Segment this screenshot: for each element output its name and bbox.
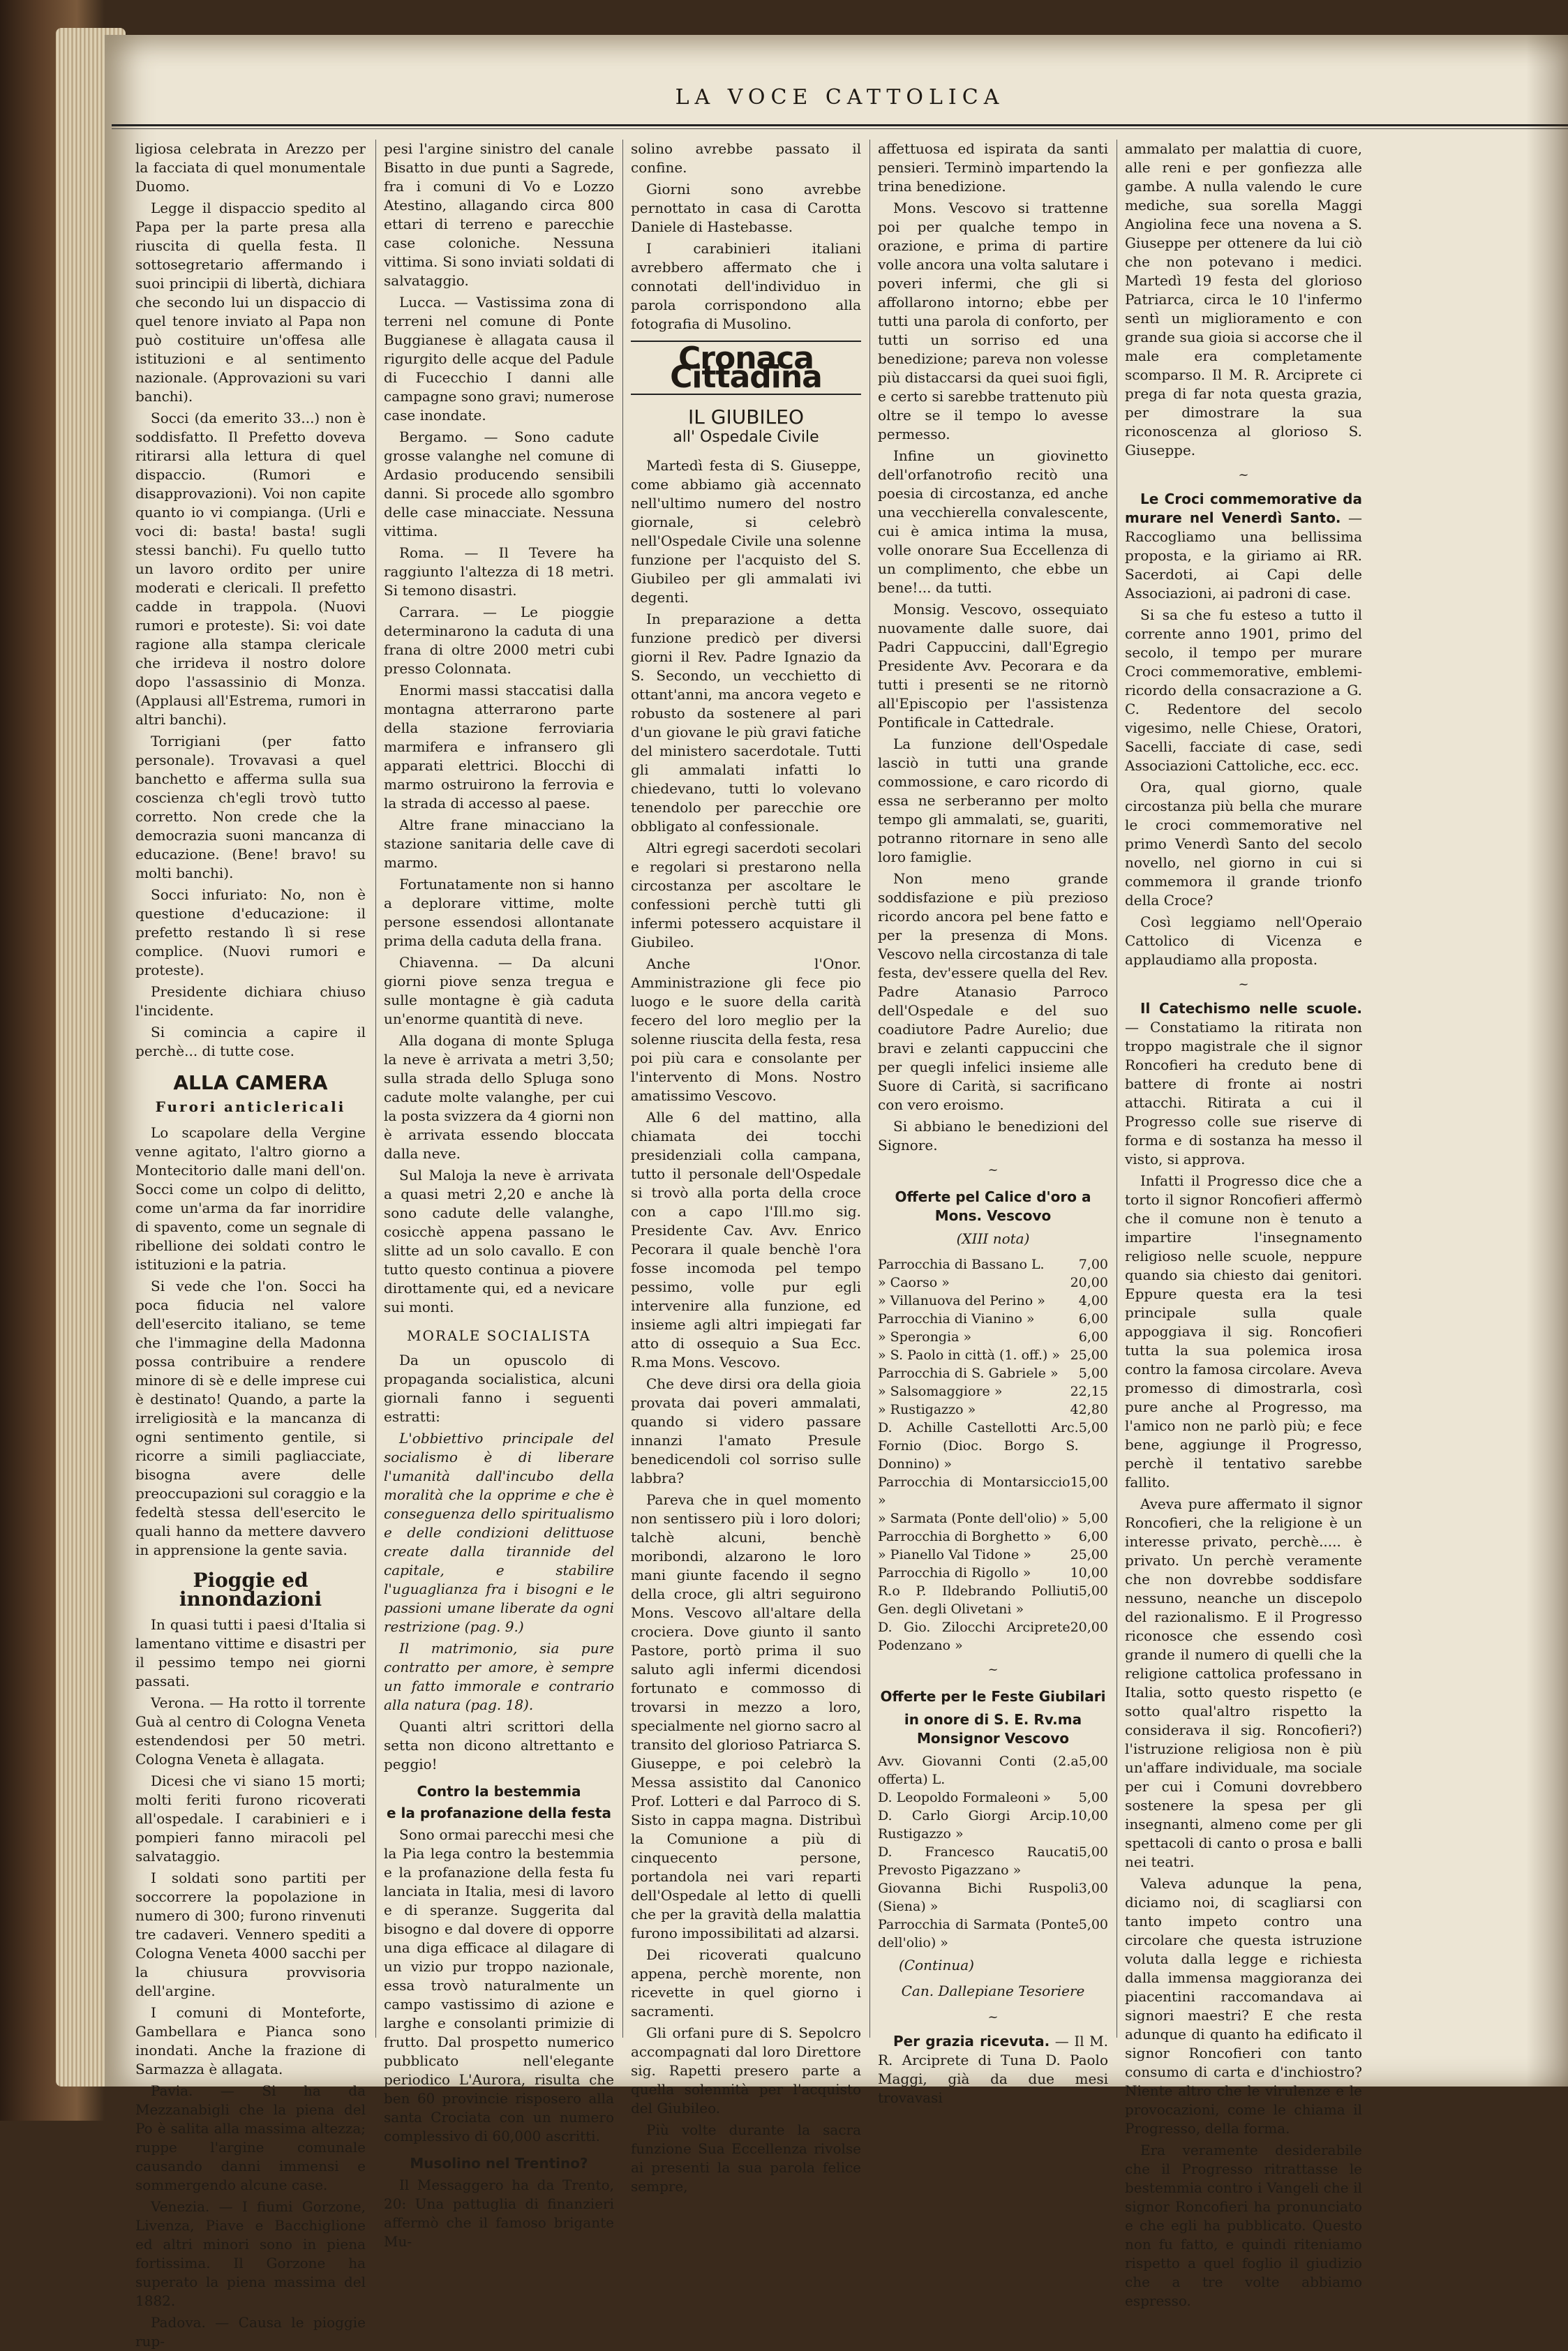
- column-2: [384, 140, 614, 2250]
- list-item: » Sarmata (Ponte dell'olio) » 5,00: [878, 1511, 1108, 1526]
- column-separator: [869, 140, 870, 2038]
- paragraph: Altre frane minacciano la stazione sanitaria delle cave di marmo.: [384, 816, 614, 871]
- grazia-text: — Il M. R. Arciprete di Tuna D. Paolo Maggi, già da due mesi trovavasi: [878, 2033, 1109, 2106]
- paragraph: [1125, 999, 1362, 1169]
- ornament: ~: [987, 1163, 999, 1177]
- heading-pioggie: Pioggie ed innondazioni: [179, 1569, 322, 1611]
- paragraph: Giorni sono avrebbe pernottato in casa di Carotta Daniele di Hastebasse.: [631, 181, 861, 235]
- masthead-rule-thin: [112, 128, 1568, 129]
- paragraph: L'obbiettivo principale del socialismo è di liberare l'umanità dall'incubo della moralità che la opprime e che è conseguenza dello spiritualismo e delle condizioni delittuose create dalla tirannide del capitale, e stabilire l'uguaglianza fra i bisogni e le passioni umane liberate da ogni restrizione (pag. 9.): [384, 1430, 614, 1635]
- paragraph: Fortunatamente non si hanno a deplorare vittime, molte persone essendosi allontanate prima della caduta della frana.: [384, 876, 614, 949]
- column-separator: [622, 140, 623, 2038]
- paragraph: Lucca. — Vastissima zona di terreni nel comune di Ponte Buggianese è allagata causa il rigurgito delle acque del Padule di Fucecchio I danni alle campagne sono gravi; numerose case inondate.: [384, 294, 614, 424]
- paragraph: pesi l'argine sinistro del canale Bisatto in due punti a Sagrede, fra i comuni di Vo e Lozzo Atestino, allagando circa 800 ettari di terreno e parecchie case coloniche. Nessuna vittima. Si sono inviati soldati di salvataggio.: [384, 140, 614, 289]
- paragraph: Più volte durante la sacra funzione Sua Eccellenza rivolse ai presenti la sua parola felice sempre,: [631, 2121, 861, 2195]
- continua-label: (Continua): [899, 1957, 974, 1973]
- paragraph: Lo scapolare della Vergine venne agitato, l'altro giorno a Montecitorio dalle mani dell'on. Socci come un colpo di delitto, come un'arma da far inorridire di spavento, come un segnale di ribellione dei soldati contro le istituzioni e la patria.: [135, 1124, 366, 1273]
- nota-label: (XIII nota): [956, 1230, 1030, 1247]
- masthead: LA VOCE CATTOLICA: [675, 85, 1005, 110]
- paragraph: Mons. Vescovo si trattenne poi per qualche tempo in orazione, e prima di partire volle ancora una volta salutare i poveri infermi, che gli si affollarono intorno; ebbe per tutti una parola di conforto, per tutti un sorriso ed una benedizione; pareva non volesse più distaccarsi da quei suoi figli, e certo si sarebbe trattenuto più oltre se il tempo lo avesse permesso.: [878, 200, 1108, 442]
- paragraph: Pavia. — Si ha da Mezzanabigli che la piena del Po è salita alla massima altezza; ruppe l'argine comunale causando danni immensi e sommergendo alcune case.: [135, 2082, 366, 2193]
- paragraph: Ora, qual giorno, quale circostanza più bella che murare le croci commemorative nel primo Venerdì Santo del secolo novello, nel giorno in cui si commemora il grande trionfo della Croce?: [1125, 779, 1362, 909]
- list-item: Parrocchia di Borghetto » 6,00: [878, 1529, 1108, 1544]
- heading-grazia: Per grazia ricevuta.: [893, 2033, 1050, 2050]
- paragraph: Il Messaggero ha da Trento, 20: Una pattuglia di finanzieri affermò che il famoso brigante Mu-: [384, 2177, 614, 2250]
- paragraph: solino avrebbe passato il confine.: [631, 140, 861, 176]
- paragraph: Aveva pure affermato il signor Roncofieri, che la religione è un interesse privato, perchè..... è privato. Un perchè veramente che non dovrebbe soddisfare nessuno, neanche un discepolo del razionalismo. E il Progresso riconosce che essendo così grande il numero di quelli che la religione cattolica professano in Italia, sotto questo rispetto (e sotto qual'altro rispetto la considerava il sig. Roncofieri?) l'istruzione religiosa non è più un'affare individuale, ma sociale per cui i Comuni dovrebbero sostenere la spesa per gli insegnanti, almeno come per gli spettacoli di canto o prosa e balli nei teatri.: [1125, 1495, 1362, 1870]
- paragraph: [878, 2032, 1108, 2107]
- column-1: [135, 140, 366, 2350]
- masthead-rule: [112, 124, 1568, 126]
- ornament: ~: [1238, 977, 1249, 992]
- paragraph: Non meno grande soddisfazione e più prezioso ricordo ancora pel bene fatto e per la presenza di Mons. Vescovo nella circostanza di tale festa, dev'essere quella del Rev. Padre Atanasio Parroco dell'Ospedale e del suo coadiutore Padre Aurelio; due bravi e zelanti cappuccini che per quegli infelici insieme alle Suore di Carità, si sacrificano con vero eroismo.: [878, 870, 1108, 1113]
- heading-morale-socialista: MORALE SOCIALISTA: [407, 1327, 591, 1344]
- heading-offerte-feste-2: in onore di S. E. Rv.ma Monsignor Vescovo: [904, 1711, 1082, 1747]
- list-item: » Rustigazzo » 42,80: [878, 1402, 1108, 1417]
- heading-croci: Le Croci commemorative da murare nel Venerdì Santo.: [1125, 491, 1362, 526]
- list-item: D. Gio. Zilocchi Arciprete Podenzano » 20,00: [878, 1620, 1108, 1653]
- paragraph: La funzione dell'Ospedale lasciò in tutti una grande commossione, e caro ricordo di essa ne serberanno per molto tempo gli ammalati, se, guariti, potranno ritornare in seno alle loro famiglie.: [878, 736, 1108, 865]
- paragraph: Gli orfani pure di S. Sepolcro accompagnati dal loro Direttore sig. Rapetti presero parte a quella solennità per l'acquisto del Giubileo.: [631, 2024, 861, 2117]
- list-item: Parrocchia di Rigollo » 10,00: [878, 1565, 1108, 1581]
- list-item: Parrocchia di Montarsiccio » 15,00: [878, 1475, 1108, 1508]
- list-item: » Sperongia » 6,00: [878, 1329, 1108, 1345]
- paragraph: Che deve dirsi ora della gioia provata dai poveri ammalati, quando si videro passare innanzi l'amato Presule benedicendoli col sorriso sulle labbra?: [631, 1375, 861, 1486]
- column-separator: [375, 140, 376, 2038]
- paragraph: Così leggiamo nell'Operaio Cattolico di Vicenza e applaudiamo alla proposta.: [1125, 913, 1362, 968]
- column-5: [1125, 140, 1362, 2309]
- heading-musolino: Musolino nel Trentino?: [410, 2155, 588, 2172]
- heading-cronaca-cittadina: Cronaca Cittadina: [631, 341, 861, 395]
- list-item: D. Achille Castellotti Arc. Fornio (Dioc. Borgo S. Donnino) » 5,00: [878, 1420, 1108, 1472]
- paragraph: Dei ricoverati qualcuno appena, perchè morente, non ricevette in quel giorno i sacramenti.: [631, 1946, 861, 2020]
- offerte-list-2: [878, 1752, 1108, 1952]
- page-gutter-shadow: [1526, 35, 1568, 2087]
- list-item: » Villanuova del Perino » 4,00: [878, 1293, 1108, 1308]
- croci-text: — Raccogliamo una bellissima proposta, e la giriamo ai RR. Sacerdoti, ai Capi delle Associazioni, ai padroni di case.: [1125, 509, 1362, 602]
- paragraph: Infine un giovinetto dell'orfanotrofio recitò una poesia di circostanza, ed anche una vecchierella convalescente, cui è amica intima la musa, volle onorare Sua Eccellenza di un complimento, che ebbe un bene!... da tutti.: [878, 447, 1108, 596]
- paragraph: affettuosa ed ispirata da santi pensieri. Terminò impartendo la trina benedizione.: [878, 140, 1108, 195]
- paragraph: Venezia. — I fiumi Gorzone, Livenza, Piave e Bacchiglione ed altri minori sono in piena fortissima. Il Gorzone ha superato la piena massima del 1882.: [135, 2198, 366, 2309]
- paragraph: Infatti il Progresso dice che a torto il signor Roncofieri affermò che il comune non è tenuto a impartire l'insegnamento religioso nelle scuole, neppure quando sia chiesto dai genitori. Eppure questa era la tesi principale sulla quale appoggiava il sig. Roncofieri tutta la sua polemica irosa contro la famosa circolare. Aveva promesso di dimostrarla, così pure anche al Progresso, ma l'amico non ne parlò più; e fece bene, aggiunge il Progresso, perchè il tentativo sarebbe fallito.: [1125, 1172, 1362, 1491]
- list-item: » Salsomaggiore » 22,15: [878, 1384, 1108, 1399]
- paragraph: Socci (da emerito 33...) non è soddisfatto. Il Prefetto doveva ritirarsi alla lettura di quel dispaccio. (Rumori e disapprovazioni). Voi non capite quanto io vi compianga. (Urli e voci di: basta! basta! sugli stessi banchi). Fu quello tutto un lavoro ordito per unire moderati e clericali. Il prefetto cadde in trappola. (Nuovi rumori e proteste). Si: voi date ragione alla stampa clericale che irrideva il nostro dolore dopo l'assassinio di Monza. (Applausi all'Estrema, rumori in altri banchi).: [135, 410, 366, 728]
- heading-alla-camera: ALLA CAMERA: [173, 1071, 328, 1094]
- paragraph: Alla dogana di monte Spluga la neve è arrivata a metri 3,50; sulla strada dello Spluga sono cadute molte valanghe, per cui la posta svizzera da 4 giorni non è arrivata essendo bloccata dalla neve.: [384, 1032, 614, 1162]
- paragraph: Era veramente desiderabile che il Progresso ritrattasse le bestemmia contro i Vangeli che il signor Roncofieri ha pronunciato e che egli ha pubblicato. Questo non fu fatto, e quindi riteniamo rispetto a quel foglio il giudizio che a tre volte abbiamo espresso.: [1125, 2142, 1362, 2309]
- heading-offerte-feste: Offerte per le Feste Giubilari: [880, 1688, 1106, 1705]
- list-item: Parrocchia di S. Gabriele » 5,00: [878, 1366, 1108, 1381]
- paragraph: Martedì festa di S. Giuseppe, come abbiamo già accennato nell'ultimo numero del nostro giornale, si celebrò nell'Ospedale Civile una solenne funzione per l'acquisto del S. Giubileo per gli ammalati ivi degenti.: [631, 457, 861, 606]
- paragraph: Verona. — Ha rotto il torrente Guà al centro di Cologna Veneta estendendosi per 50 metri. Cologna Veneta è allagata.: [135, 1694, 366, 1768]
- list-item: Parrocchia di Bassano L. 7,00: [878, 1257, 1108, 1272]
- paragraph: ammalato per malattia di cuore, alle reni e per gonfiezza alle gambe. A nulla valendo le cure mediche, sua sorella Maggi Angiolina fece una novena a S. Giuseppe per ottenere da lui ciò che non potevano i medici. Martedì 19 festa del glorioso Patriarca, circa le 10 l'infermo sentì un miglioramento e con grande sua gioia si accorse che il male era completamente scomparso. Il M. R. Arciprete ci prega di far nota questa grazia, per dimostrare la sua riconoscenza al glorioso S. Giuseppe.: [1125, 140, 1362, 458]
- list-item: Avv. Giovanni Conti (2.a offerta) L. 5,00: [878, 1754, 1108, 1787]
- paragraph: Monsig. Vescovo, ossequiato nuovamente dalle suore, dai Padri Cappuccini, dall'Egregio Presidente Avv. Pecorara e da tutti i presenti se ne ritornò all'Episcopio per l'assistenza Pontificale in Cattedrale.: [878, 601, 1108, 731]
- paragraph: [1125, 490, 1362, 603]
- paragraph: In preparazione a detta funzione predicò per diversi giorni il Rev. Padre Ignazio da S. Secondo, un vecchietto di ottant'anni, ma ancora vegeto e robusto da sostenere al pari d'un giovane le più gravi fatiche del ministero sacerdotale. Tutti gli ammalati infatti lo chiedevano, tutti lo volevano tenendolo per parecchie ore obbligato al confessionale.: [631, 611, 861, 835]
- paragraph: Si abbiano le benedizioni del Signore.: [878, 1118, 1108, 1154]
- paragraph: Il matrimonio, sia pure contratto per amore, è sempre un fatto immorale e contrario alla natura (pag. 18).: [384, 1640, 614, 1713]
- paragraph: Valeva adunque la pena, diciamo noi, di scagliarsi con tanto impeto contro una circolare che questa istruzione voluta dalla legge e richiesta dalla immensa maggioranza dei piacentini raccomandava ai signori maestri? E che resta adunque di quanto ha edificato il signor Roncofieri con tanto consumo di carta e d'inchiostro? Niente altro che le virulenze e le provocazioni, come le chiama il Progresso, della forma.: [1125, 1875, 1362, 2137]
- paragraph: Da un opuscolo di propaganda socialistica, alcuni giornali fanno i seguenti estratti:: [384, 1352, 614, 1425]
- list-item: Giovanna Bichi Ruspoli (Siena) » 3,00: [878, 1881, 1108, 1914]
- newspaper-page: [105, 35, 1568, 2350]
- heading-catechismo: Il Catechismo nelle scuole.: [1140, 1000, 1362, 1017]
- tesoriere-signature: Can. Dallepiane Tesoriere: [901, 1983, 1085, 1999]
- list-item: D. Carlo Giorgi Arcip. Rustigazzo » 10,00: [878, 1808, 1108, 1842]
- paragraph: Dicesi che vi siano 15 morti; molti feriti furono ricoverati all'ospedale. I carabinieri e i pompieri fanno miracoli pel salvataggio.: [135, 1772, 366, 1865]
- paragraph: Roma. — Il Tevere ha raggiunto l'altezza di 18 metri. Si temono disastri.: [384, 544, 614, 599]
- heading-giubileo: IL GIUBILEO: [687, 405, 804, 428]
- paragraph: Padova. — Causa le pioggie rup-: [135, 2314, 366, 2350]
- heading-bestemmia-2: e la profanazione della festa: [387, 1805, 611, 1821]
- paragraph: In quasi tutti i paesi d'Italia si lamentano vittime e disastri per il pessimo tempo nei giorni passati.: [135, 1616, 366, 1689]
- ornament: ~: [987, 2010, 999, 2024]
- paragraph: ligiosa celebrata in Arezzo per la facciata di quel monumentale Duomo.: [135, 140, 366, 195]
- paragraph: Carrara. — Le pioggie determinarono la caduta di una frana di oltre 2000 metri cubi presso Colonnata.: [384, 604, 614, 677]
- paragraph: Altri egregi sacerdoti secolari e regolari si prestarono nella circostanza per ascoltare le confessioni perchè tutti gli infermi potessero acquistare il Giubileo.: [631, 839, 861, 950]
- paragraph: Socci infuriato: No, non è questione d'educazione: il prefetto restando lì si rese complice. (Nuovi rumori e proteste).: [135, 886, 366, 978]
- list-item: » S. Paolo in città (1. off.) » 25,00: [878, 1348, 1108, 1363]
- list-item: D. Leopoldo Formaleoni » 5,00: [878, 1790, 1108, 1805]
- paragraph: Presidente dichiara chiuso l'incidente.: [135, 983, 366, 1019]
- subheading-ospedale: all' Ospedale Civile: [673, 428, 819, 446]
- paragraph: I comuni di Monteforte, Gambellara e Pianca sono inondati. Anche la frazione di Sarmazza è allagata.: [135, 2004, 366, 2077]
- ornament: ~: [987, 1662, 999, 1677]
- paragraph: Legge il dispaccio spedito al Papa per la parte presa alla riuscita di quella festa. Il sottosegretario affermando i suoi principii di libertà, dichiara che secondo lui un dispaccio di quel tenore inviato al Papa non può costituire un'offesa alle istituzioni e al sentimento nazionale. (Approvazioni su vari banchi).: [135, 200, 366, 405]
- list-item: R.o P. Ildebrando Polliuti Gen. degli Olivetani » 5,00: [878, 1583, 1108, 1617]
- column-3: [631, 140, 861, 2195]
- paragraph: Sul Maloja la neve è arrivata a quasi metri 2,20 e anche là sono cadute delle valanghe, cosicchè appena passano le slitte ad un solo cavallo. E con tutto questo continua a piovere dirottamente qui, ed a nevicare sui monti.: [384, 1167, 614, 1315]
- paragraph: Anche l'Onor. Amministrazione gli fece pio luogo e le suore della carità fecero del loro meglio per la solenne riuscita della festa, resa poi più cara e consolante per l'intervento di Mons. Nostro amatissimo Vescovo.: [631, 955, 861, 1104]
- subheading-furori: Furori anticlericali: [155, 1098, 346, 1115]
- ornament: ~: [1238, 468, 1249, 482]
- paragraph: Sono ormai parecchi mesi che la Pia lega contro la bestemmia e la profanazione della festa fu lanciata in Italia, mesi di lavoro e di speranze. Suggerita dal bisogno e dal dovere di opporre una diga efficace al dilagare di un vizio pur troppo nazionale, essa trovò naturalmente un campo vastissimo di azione e larghe e consolanti primizie di frutto. Dal prospetto numerico pubblicato nell'elegante periodico L'Aurora, risulta che ben 60 provincie risposero alla santa Crociata con un numero complessivo di 60,000 ascritti.: [384, 1826, 614, 2144]
- paragraph: Quanti altri scrittori della setta non dicono altrettanto e peggio!: [384, 1718, 614, 1772]
- paragraph: I soldati sono partiti per soccorrere la popolazione in numero di 300; furono rinvenuti tre cadaveri. Vennero spediti a Cologna Veneta 4000 sacchi per la chiusura provvisoria dell'argine.: [135, 1869, 366, 1999]
- paragraph: Enormi massi staccatisi dalla montagna atterrarono parte della stazione ferroviaria marmifera e infransero gli apparati elettrici. Blocchi di marmo ostruirono la ferrovia e la strada di accesso al paese.: [384, 682, 614, 812]
- paragraph: Pareva che in quel momento non sentissero più i loro dolori; talchè alcuni, benchè moribondi, alzarono le loro mani giunte facendo il segno della croce, gli altri seguirono Mons. Vescovo all'altare della crociera. Dove giunto il santo Pastore, portò prima il suo saluto agli infermi dicendosi fortunato e commosso di trovarsi in mezzo a loro, specialmente nel giorno sacro al transito del glorioso Patriarca S. Giuseppe, e poi celebrò la Messa assistito dal Canonico Prof. Lotteri e dal Parroco di S. Sisto in cappa magna. Distribuì la Comunione a più di cinquecento persone, portandola nei vari reparti dell'Ospedale al letto di quelli che per la gravità della malattia furono impossibilitati ad alzarsi.: [631, 1491, 861, 1941]
- paragraph: Torrigiani (per fatto personale). Trovavasi a quel banchetto e afferma sulla sua coscienza ch'egli trovò tutto corretto. Non crede che la democrazia suoni mancanza di educazione. (Bene! bravo! su molti banchi).: [135, 733, 366, 881]
- col1-paras: [135, 140, 366, 1061]
- list-item: D. Francesco Raucati Prevosto Pigazzano » 5,00: [878, 1844, 1108, 1878]
- paragraph: Alle 6 del mattino, alla chiamata dei tocchi presidenziali colla campana, tutto il personale dell'Ospedale si trovò alla porta della croce con a capo l'Ill.mo sig. Presidente Cav. Avv. Enrico Pecorara il quale benchè l'ora fosse incomoda pel tempo pessimo, volle pur egli intervenire alla funzione, ed insieme agli altri impiegati far atto di ossequio a Sua Ecc. R.ma Mons. Vescovo.: [631, 1109, 861, 1371]
- list-item: Parrocchia di Vianino » 6,00: [878, 1311, 1108, 1327]
- paragraph: Chiavenna. — Da alcuni giorni piove senza tregua e sulle montagne è già caduta un'enorme quantità di neve.: [384, 954, 614, 1027]
- offerte-list: [878, 1255, 1108, 1655]
- list-item: » Caorso » 20,00: [878, 1275, 1108, 1290]
- paragraph: I carabinieri italiani avrebbero affermato che i connotati dell'individuo in parola corrispondono alla fotografia di Musolino.: [631, 240, 861, 332]
- paragraph: Si sa che fu esteso a tutto il corrente anno 1901, primo del secolo, il tempo per murare Croci commemorative, emblemi-ricordo della consacrazione a G. C. Redentore del secolo vigesimo, nelle Chiese, Oratori, Sacelli, facciate di case, sedi Associazioni Cattoliche, ecc. ecc.: [1125, 606, 1362, 774]
- heading-bestemmia: Contro la bestemmia: [417, 1783, 581, 1800]
- paragraph: Si vede che l'on. Socci ha poca fiducia nel valore dell'esercito italiano, se teme che l'immagine della Madonna possa contribuire a rendere minore di sè e delle imprese cui è destinato! Quando, a parte la irreligiosità e la mancanza di ogni sentimento gentile, si ricorre a simili pagliacciate, bisogna avere delle preoccupazioni sul coraggio e la fedeltà stessa dell'esercito le quali hanno da mettere davvero in apprensione la gente savia.: [135, 1278, 366, 1558]
- list-item: » Pianello Val Tidone » 25,00: [878, 1547, 1108, 1562]
- paragraph: Bergamo. — Sono cadute grosse valanghe nel comune di Ardasio producendo sensibili danni. Si procede allo sgombro delle case minacciate. Nessuna vittima.: [384, 428, 614, 539]
- paragraph: Si comincia a capire il perchè... di tutte cose.: [135, 1024, 366, 1059]
- catechismo-text: — Constatiamo la ritirata non troppo magistrale che il signor Roncofieri ha creduto bene di battere di fronte ai nostri attacchi. Ritirata a cui il Progresso colle sue riserve di forma e di sostanza ha messo il visto, si approva.: [1125, 1019, 1362, 1167]
- heading-offerte-calice: Offerte pel Calice d'oro a Mons. Vescovo: [895, 1188, 1091, 1224]
- column-4: [878, 140, 1109, 2106]
- list-item: Parrocchia di Sarmata (Ponte dell'olio) » 5,00: [878, 1917, 1108, 1950]
